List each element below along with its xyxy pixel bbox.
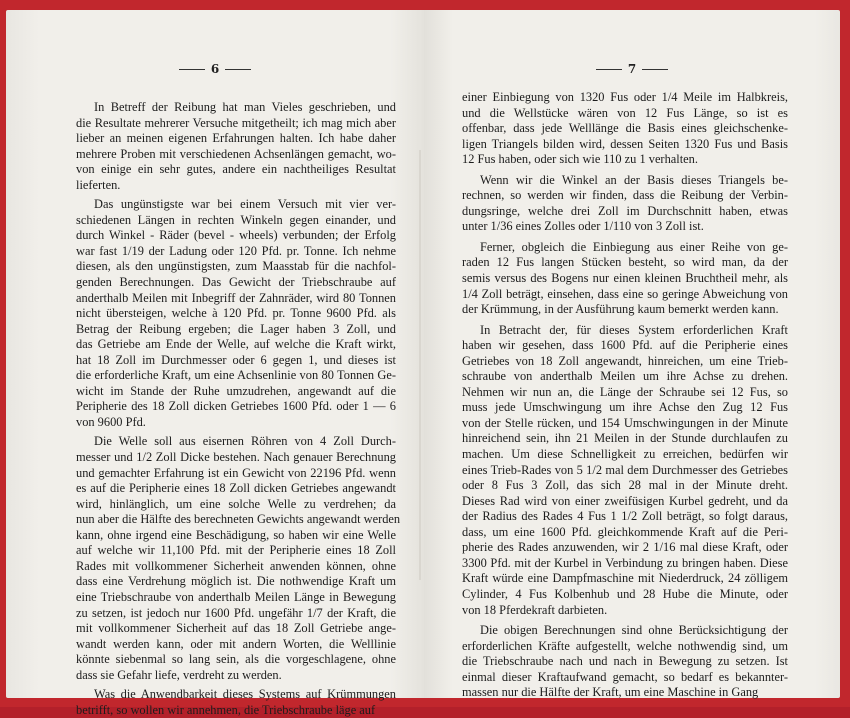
text-line: erforderlichen Kräfte aufgestellt, welche nothwendig sind, um [462,638,788,653]
paragraph [462,173,788,235]
text-line: 3300 Pfd. mit der Kurbel in Verbindung zu bringen haben. Diese [462,555,788,570]
text-line: lieferten. [76,177,121,192]
text-line: anderthalb Meilen mit Inbegriff der Zahnräder, wird 80 Tonnen [76,290,396,305]
text-line: auf welche wir 11,100 Pfd. mit der Peripherie eines 18 Zoll [76,543,396,558]
text-line: hinreichend sein, ihn 21 Meilen in der Stunde durchlaufen zu [462,431,788,446]
text-line: durch Winkel - Räder (bevel - wheels) verbunden; der Erfolg [76,228,396,243]
text-line: mehrere Proben mit verschiedenen Achsenlängen gemacht, wo- [76,146,396,161]
text-line: nicht übersteigen, welche à 120 Pfd. pr. Tonne 9600 Pfd. als [76,306,396,321]
text-line: diesen, als den ungünstigsten, zum Maasstab für die nachfol- [76,259,396,274]
text-line: und gemachter Erfahrung ist ein Gewicht von 22196 Pfd. wenn [76,465,396,480]
right-page-text [462,90,788,701]
paragraph [462,90,788,168]
text-line: machen. Um diese Schnelligkeit zu erreichen, bedürfen wir [462,447,788,462]
right-page-number: 7 [424,62,840,76]
paragraph [462,240,788,318]
text-line: es auf die Peripherie eines 18 Zoll dicken Getriebes angewandt [76,481,396,496]
text-line: einer Einbiegung von 1320 Fus oder 1/4 Meile im Halbkreis, [462,90,788,104]
left-page-text [76,100,401,718]
text-line: Cylinder, 4 Fus Kolbenhub und 28 Hube die Minute, oder [462,586,788,601]
paragraph [76,197,396,430]
text-line: könnte siebenmal so lang sein, als die vorgeschlagene, ohne [76,652,396,667]
text-line: der Radius des Rades 4 Fus 1 1/2 Zoll beträgt, so folgt daraus, [462,509,788,524]
text-line: kann, ohne irgend eine Beschädigung, so haben wir eine Welle [76,527,396,542]
paragraph [462,323,788,618]
text-line: zu setzen, ist jedoch nur 1600 Pfd. ungefähr 1/7 der Kraft, die [76,605,396,620]
text-line: Getriebes von 18 Zoll angewandt, hinreichen, um eine Trieb- [462,353,788,368]
right-page [424,10,840,698]
text-line: Die obigen Berechnungen sind ohne Berücksichtigung der [480,623,788,638]
text-line: der Krümmung, in der Ausführung kaum bemerkt werden kann. [462,302,779,317]
text-line: mit vollkommener Sicherheit auf das 18 Zoll Getriebe ange- [76,621,396,636]
text-line: muss jede Umschwingung um ihre Achse den Zug 12 Fus [462,400,788,415]
text-line: Wenn wir die Winkel an der Basis dieses Triangels be- [480,172,788,187]
text-line: wird, hinlänglich, um eine solche Welle zu verdrehen; da [76,496,396,511]
paragraph [76,434,401,683]
text-line: wandt werden kann, oder mit andern Worten, die Welllinie [76,636,396,651]
left-page [6,10,424,717]
text-line: eine Triebschraube von anderthalb Meilen Länge in Bewegung [76,589,396,604]
text-line: die Resultate mehrerer Versuche mitgetheilt; ich mag mich aber [76,115,396,130]
text-line: Dieses Rad wird von einer zweifüsigen Kurbel gedreht, und da [462,493,788,508]
text-line: von 9600 Pfd. [76,414,146,429]
book-gutter [419,150,421,580]
text-line: Kraft würde eine Dampfmaschine mit Niederdruck, 24 zölligem [462,571,788,586]
text-line: genden Berechnungen. Das Gewicht der Triebschraube auf [76,275,396,290]
text-line: pherie des Rades anzuwenden, wir 2 1/16 mal diese Kraft, oder [462,540,788,555]
text-line: ligen Triangels bilden wird, dessen Seiten 1320 Fus und Basis [462,136,788,151]
text-line: In Betreff der Reibung hat man Vieles geschrieben, und [94,100,396,114]
text-line: und die Wellstücke wären von 12 Fus Länge, so ist es [462,105,788,120]
paragraph [462,623,788,701]
text-line: 12 Fus haben, oder sich wie 110 zu 1 verhalten. [462,152,698,167]
text-line: Was die Anwendbarkeit dieses Systems auf Krümmungen [94,687,396,702]
text-line: betrifft, so wollen wir annehmen, die Triebschraube läge auf [76,702,376,717]
paragraph [76,100,396,193]
text-line: Das ungünstigste war bei einem Versuch mit vier ver- [94,197,396,212]
text-line: schraube von anderthalb Meilen um ihre Achse zu drehen. [462,369,788,384]
text-line: dass, um eine 1600 Pfd. gleichkommende Kraft auf die Peri- [462,524,788,539]
text-line: von 18 Pferdekraft darbieten. [462,602,608,617]
text-line: Die Welle soll aus eisernen Röhren von 4 Zoll Durch- [94,434,396,449]
text-line: rechnen, so werden wir finden, dass die Reibung der Verbin- [462,188,788,203]
text-line: das Getriebe am Ende der Welle, auf welche die Kraft wirkt, [76,337,396,352]
text-line: nun aber die Hälfte des berechneten Gewichts angewandt werden [76,512,401,527]
text-line: 1/4 Zoll beträgt, einsehen, dass eine so geringe Abweichung von [462,286,788,301]
text-line: Ferner, obgleich die Einbiegung aus einer Reihe von ge- [480,239,788,254]
text-line: raden 12 Fus langen Stücken besteht, so wird man, da der [462,255,788,270]
text-line: In Betracht der, für dieses System erforderlichen Kraft [480,322,788,337]
text-line: schiedenen Längen in rechten Winkeln gegen einander, und [76,212,396,227]
text-line: oder 8 Fus 3 Zoll, das sich 28 mal in der Minute dreht. [462,478,788,493]
left-page-number: 6 [6,62,424,76]
text-line: die erforderliche Kraft, um eine Achsenlinie von 80 Tonnen Ge- [76,368,396,383]
paragraph [76,687,396,718]
text-line: lieber an meinen eigenen Erfahrungen halten. Ich habe daher [76,131,396,146]
text-line: dass sie Gefahr liefe, verdreht zu werden. [76,667,282,682]
text-line: dungsringe, welche drei Zoll im Durchschnitt haben, etwas [462,203,788,218]
text-line: wicht im Stande der Ruhe umzudrehen, angewandt auf die [76,383,396,398]
text-line: semis versus des Bogens nur einen kleinen Bruchtheil mehr, als [462,271,788,286]
text-line: von einige ein sehr gutes, andere ein nachtheiliges Resultat [76,162,396,177]
text-line: eines Trieb-Rades von 5 1/2 mal dem Durchmesser des Getriebes [462,462,788,477]
text-line: Rades mit vollkommener Sicherheit anwenden können, ohne [76,558,396,573]
text-line: unter 1/36 eines Zolles oder 1/110 von 3 Zoll ist. [462,219,704,234]
text-line: einmal dieser Kraftaufwand gemacht, so bedarf es bekannter- [462,669,788,684]
text-line: Betrag der Reibung ergeben; die Lager haben 3 Zoll, und [76,321,396,336]
text-line: massen nur die Hälfte der Kraft, um eine Maschine in Gang [462,685,759,700]
text-line: hat 18 Zoll im Durchmesser oder 6 gegen 1, und dieses ist [76,352,396,367]
text-line: Nehmen wir nun an, die Länge der Schraube sei 12 Fus, so [462,384,788,399]
text-line: war fast 1/19 der Ladung oder 120 Pfd. pr. Tonne. Ich nehme [76,243,396,258]
text-line: offenbar, dass jede Welllänge die Basis eines gleichschenke- [462,121,788,136]
text-line: haben wir gesehen, dass 1600 Pfd. auf die Peripherie eines [462,338,788,353]
text-line: dass eine Verdrehung möglich ist. Die nothwendige Kraft um [76,574,396,589]
text-line: messer und 1/2 Zoll Dicke bestehen. Nach genauer Berechnung [76,450,396,465]
text-line: Peripherie des 18 Zoll dicken Getriebes 1600 Pfd. oder 1 — 6 [76,399,396,414]
text-line: von der Stelle rücken, und 154 Umschwingungen in der Minute [462,415,788,430]
text-line: die Triebschraube nach und nach in Bewegung zu setzen. Ist [462,654,788,669]
